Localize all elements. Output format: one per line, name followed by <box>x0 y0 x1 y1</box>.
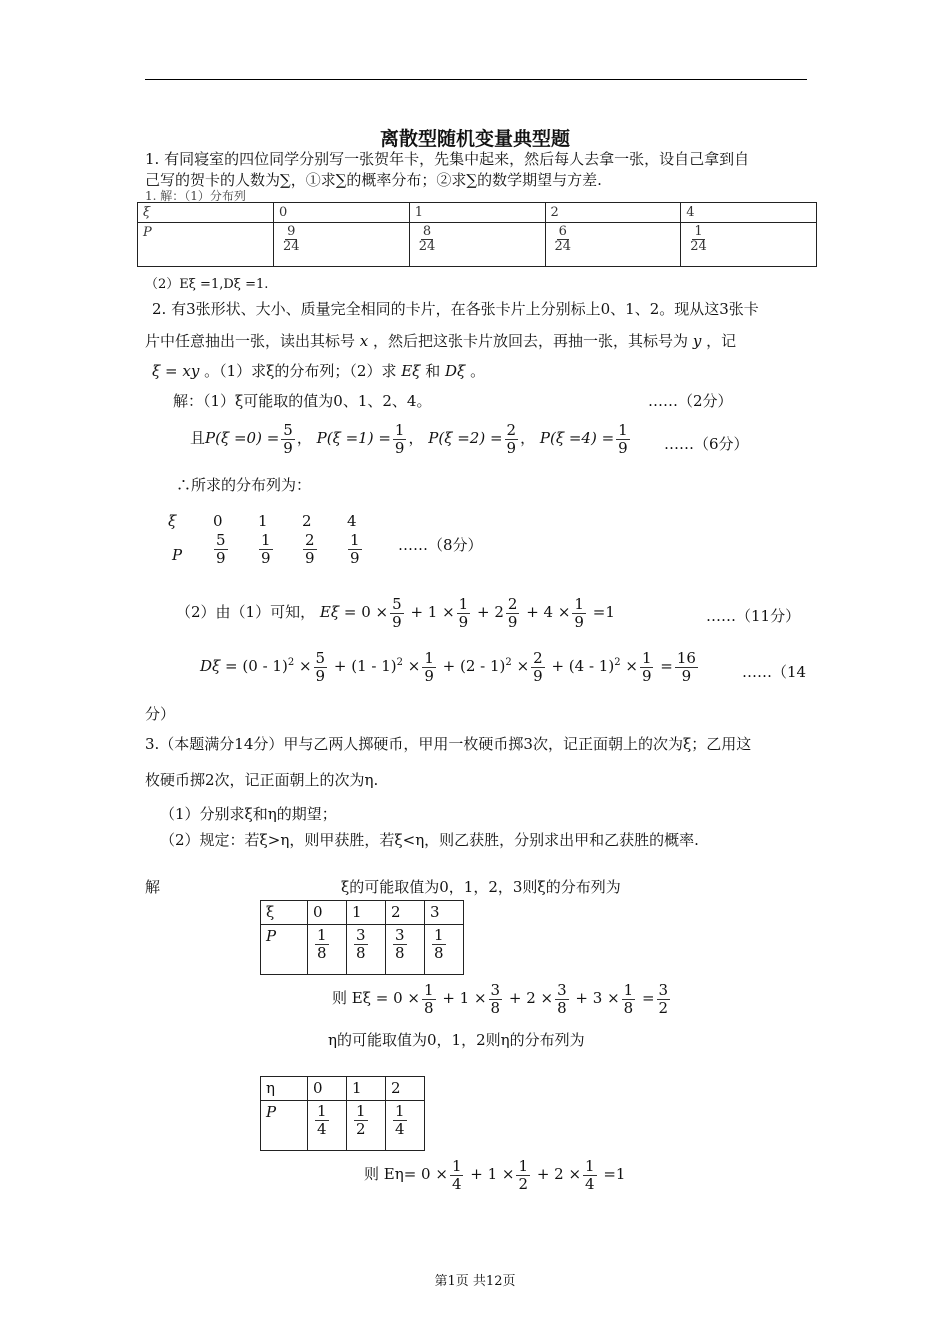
q1-value: 1 <box>409 203 545 223</box>
q2-score1: ……（2分） <box>648 392 733 410</box>
page-footer: 第1页 共12页 <box>434 1274 516 1289</box>
q3-xi-head: 0 <box>308 901 347 925</box>
q2-dist-prob: $\frac{1}{9}$ <box>350 531 360 567</box>
q3-eta-head: 2 <box>386 1077 425 1101</box>
q3-eta-intro: η的可能取值为0，1，2则η的分布列为 <box>328 1031 585 1049</box>
header-rule <box>145 79 807 80</box>
q1-line1: 1. 有同寝室的四位同学分别写一张贺年卡，先集中起来，然后每人去拿一张，设自己拿到自 <box>145 150 750 168</box>
q2-score3: ……（8分） <box>398 536 483 554</box>
q2-dist-value: 2 <box>302 512 312 530</box>
q1-value: 0 <box>274 203 410 223</box>
q3-part1: （1）分别求ξ和η的期望； <box>160 805 337 823</box>
q3-eta-table <box>260 1076 425 1151</box>
q3-part2: （2）规定：若ξ>η，则甲获胜，若ξ<η，则乙获胜，分别求出甲和乙获胜的概率. <box>160 831 699 849</box>
q2-dist-label-p: P <box>172 546 183 564</box>
q3-xi-prob: $\frac{3}{8}$ <box>395 926 405 962</box>
q2-dist-label-xi: ξ <box>168 512 177 530</box>
q2-dist-prob: $\frac{2}{9}$ <box>305 531 315 567</box>
q3-xi-head: 2 <box>386 901 425 925</box>
q1-prob: $\frac{1}{24}$ <box>690 224 707 255</box>
q2-score2: ……（6分） <box>664 435 749 453</box>
q2-dist-value: 1 <box>258 512 268 530</box>
q1-prob: $\frac{6}{24}$ <box>554 224 572 255</box>
q1-solution-head: 1. 解：（1）分布列 <box>145 189 246 203</box>
q3-xi-p: P <box>261 925 308 975</box>
page-title: 离散型随机变量典型题 <box>379 128 570 150</box>
q3-xi-head: 3 <box>425 901 464 925</box>
q3-xi-head: 1 <box>347 901 386 925</box>
q3-solution-label: 解 <box>145 878 161 896</box>
q2-line2: 片中任意抽出一张，读出其标号 x ，然后把这张卡片放回去，再抽一张，其标号为 y ，记 <box>145 332 737 350</box>
q2-dist-prob: $\frac{1}{9}$ <box>261 531 271 567</box>
q3-xi-prob: $\frac{1}{8}$ <box>317 926 327 962</box>
q2-dist-prob: $\frac{5}{9}$ <box>216 531 226 567</box>
q3-eta-expectation: 则 Eη= 0 × $\frac{1}{4}$ + 1 × $\frac{1}{2}$ + 2 × $\frac{1}{4}$ =1 <box>364 1157 626 1193</box>
q1-label-xi: ξ <box>138 203 274 223</box>
q3-xi-table <box>260 900 464 975</box>
q1-answer: （2）Eξ =1,Dξ =1. <box>145 277 269 292</box>
q3-eta-p: P <box>261 1101 308 1151</box>
q1-label-p: P <box>138 223 274 267</box>
q3-eta-prob: $\frac{1}{4}$ <box>395 1102 405 1138</box>
q3-xi-intro: ξ的可能取值为0，1，2，3则ξ的分布列为 <box>341 878 621 896</box>
q2-sol1: 解：（1）ξ可能取的值为0、1、2、4。 <box>173 392 432 410</box>
q2-variance: Dξ = (0 - 1)$^2$ × $\frac{5}{9}$ + (1 - 1)$^2$ × $\frac{1}{9}$ + (2 - 1)$^2$ × $\frac{2}{9}$ + (4 - 1)$^2$ × $\frac{1}{9}$ = $\frac{16}{9}$ <box>200 649 696 685</box>
q2-dist-value: 4 <box>347 512 357 530</box>
q3-line1: 3.（本题满分14分）甲与乙两人掷硬币，甲用一枚硬币掷3次，记正面朝上的次为ξ；乙用这 <box>145 735 752 753</box>
q2-dist-value: 0 <box>213 512 223 530</box>
q1-prob: $\frac{8}{24}$ <box>418 224 436 255</box>
q2-therefore: ∴所求的分布列为： <box>176 476 312 494</box>
q2-score5-tail: 分） <box>145 705 176 723</box>
q1-line2: 己写的贺卡的人数为∑，①求∑的概率分布；②求∑的数学期望与方差. <box>145 171 602 189</box>
q2-score5: ……（14 <box>742 663 807 681</box>
q3-eta-head: η <box>261 1077 308 1101</box>
q3-line2: 枚硬币掷2次，记正面朝上的次为η. <box>145 771 379 789</box>
q2-score4: ……（11分） <box>706 607 801 625</box>
q3-eta-prob: $\frac{1}{4}$ <box>317 1102 327 1138</box>
q3-eta-head: 1 <box>347 1077 386 1101</box>
q2-line3: ξ = xy 。（1）求ξ的分布列；（2）求 Eξ 和 Dξ 。 <box>152 362 486 380</box>
q1-value: 4 <box>681 203 817 223</box>
q3-xi-expectation: 则 Eξ = 0 × $\frac{1}{8}$ + 1 × $\frac{3}{8}$ + 2 × $\frac{3}{8}$ + 3 × $\frac{1}{8}$ = $\frac{3}{2}$ <box>332 981 669 1017</box>
q3-eta-head: 0 <box>308 1077 347 1101</box>
q3-xi-prob: $\frac{1}{8}$ <box>434 926 444 962</box>
q3-xi-head: ξ <box>261 901 308 925</box>
q2-line1: 2. 有3张形状、大小、质量完全相同的卡片，在各张卡片上分别标上0、1、2。现从这3张卡 <box>152 300 759 318</box>
q1-distribution-table <box>137 202 817 267</box>
q2-probabilities: 且P(ξ =0) = $\frac{5}{9}$ ， P(ξ =1) = $\frac{1}{9}$ ， P(ξ =2) = $\frac{2}{9}$ ， P(ξ =4) = $\frac{1}{9}$ <box>190 421 628 457</box>
q1-prob: $\frac{9}{24}$ <box>283 224 300 255</box>
q2-expectation: （2）由（1）可知， Eξ = 0 × $\frac{5}{9}$ + 1 × $\frac{1}{9}$ + 2 $\frac{2}{9}$ + 4 × $\frac{1}{9}$ =1 <box>176 595 615 631</box>
q3-xi-prob: $\frac{3}{8}$ <box>356 926 366 962</box>
q1-value: 2 <box>545 203 681 223</box>
q3-eta-prob: $\frac{1}{2}$ <box>356 1102 366 1138</box>
